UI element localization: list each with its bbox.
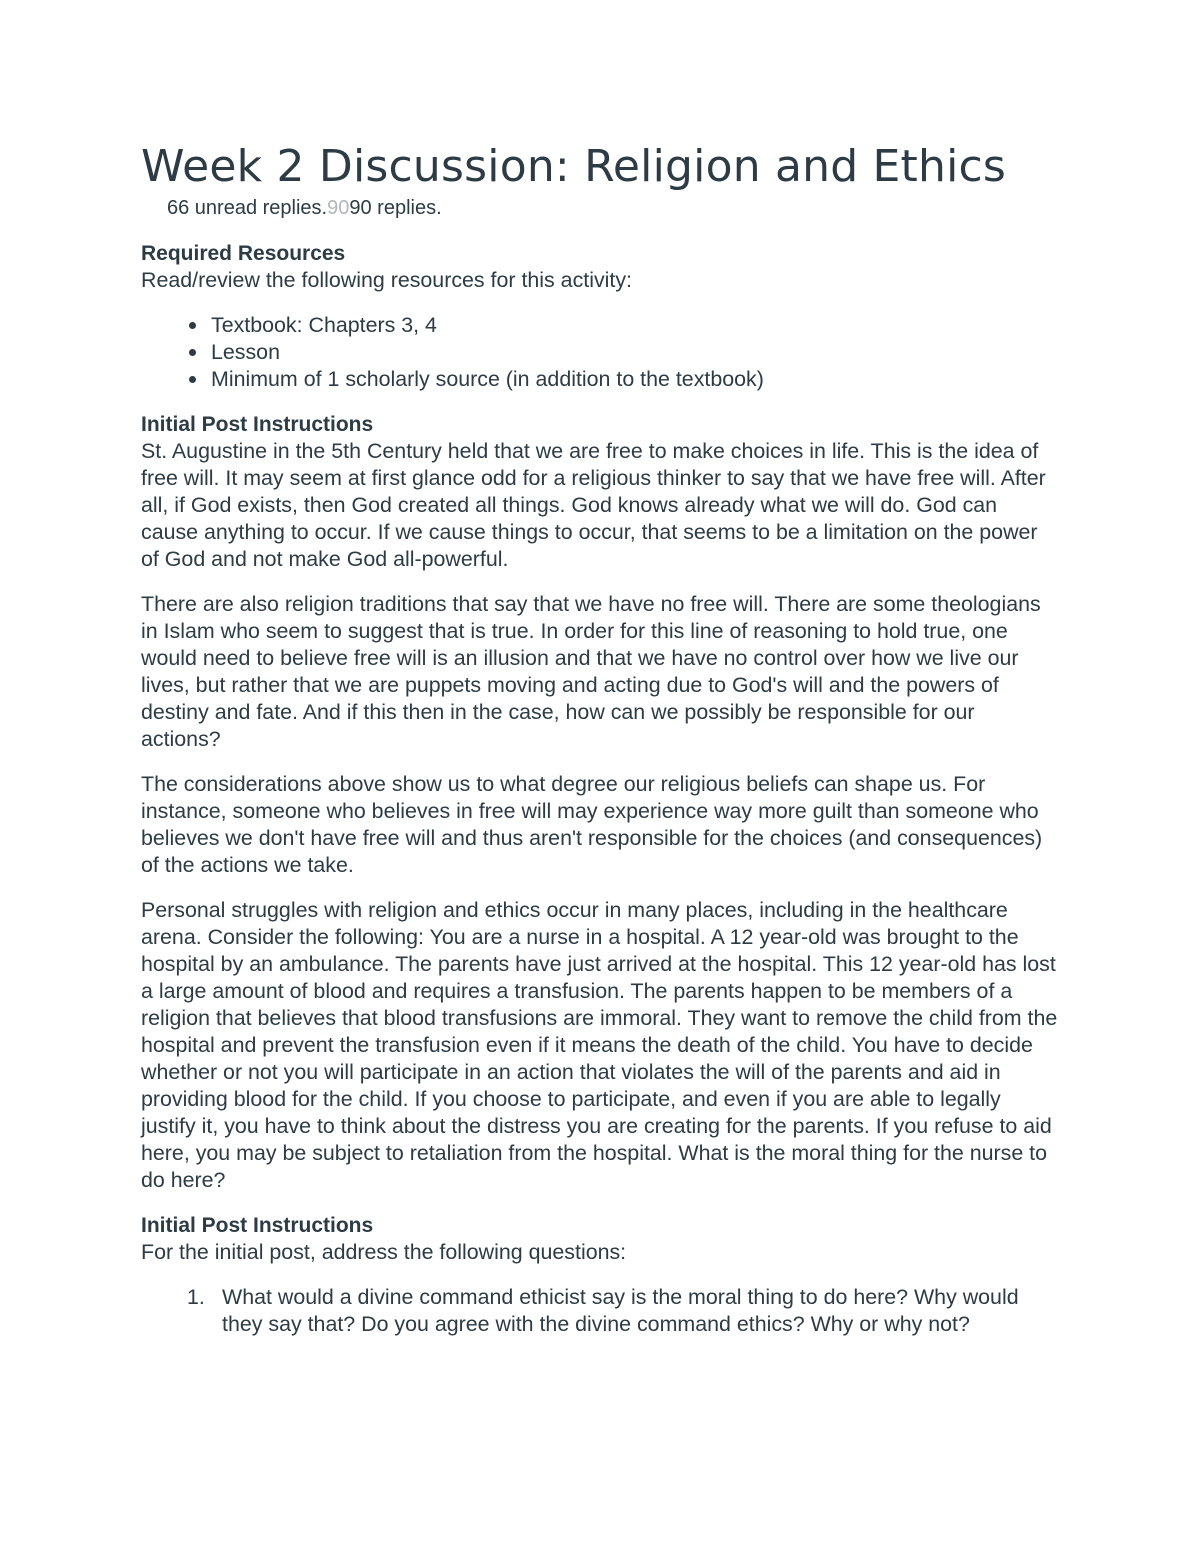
bullet-icon bbox=[189, 349, 196, 356]
question-list bbox=[141, 1284, 1059, 1338]
body-paragraph: St. Augustine in the 5th Century held that we are free to make choices in life. This is the idea of free will. It may seem at first glance odd for a religious thinker to say that we have free will. After all, if God exists, then God created all things. God knows already what we will do. God can cause anything to occur. If we cause things to occur, that seems to be a limitation on the power of God and not make God all-powerful. bbox=[141, 439, 1046, 571]
list-item: Minimum of 1 scholarly source (in addition to the textbook) bbox=[189, 366, 1059, 393]
bullet-icon bbox=[189, 376, 196, 383]
required-resources-intro: Read/review the following resources for this activity: bbox=[141, 268, 633, 292]
initial-post-heading: Initial Post Instructions bbox=[141, 413, 374, 436]
initial-post-heading: Initial Post Instructions bbox=[141, 1214, 374, 1237]
reply-summary bbox=[167, 194, 1059, 222]
body-paragraph: There are also religion traditions that say that we have no free will. There are some theologians in Islam who seem to suggest that is true. In order for this line of reasoning to hold true, one would need to believe free will is an illusion and that we have no control over how we live our lives, but rather that we are puppets moving and acting due to God's will and the powers of destiny and fate. And if this then in the case, how can we possibly be responsible for our actions? bbox=[141, 592, 1041, 751]
hidden-replies-count: 90 bbox=[327, 197, 350, 219]
body-paragraph: Personal struggles with religion and ethics occur in many places, including in the healthcare arena. Consider the following: You are a nurse in a hospital. A 12 year-old was brought to the hospital by an ambulance. The parents have just arrived at the hospital. This 12 year-old has lost a large amount of blood and requires a transfusion. The parents happen to be members of a religion that believes that blood transfusions are immoral. They want to remove the child from the hospital and prevent the transfusion even if it means the death of the child. You have to decide whether or not you will participate in an action that violates the will of the parents and aid in providing blood for the child. If you choose to participate, and even if you are able to legally justify it, you have to think about the distress you are creating for the parents. If you refuse to aid here, you may be subject to retaliation from the hospital. What is the moral thing for the nurse to do here? bbox=[141, 898, 1058, 1192]
list-item: Lesson bbox=[189, 339, 1059, 366]
page-title: Week 2 Discussion: Religion and Ethics bbox=[141, 141, 1007, 192]
list-item bbox=[187, 1284, 1059, 1338]
questions-intro: For the initial post, address the following questions: bbox=[141, 1240, 627, 1264]
initial-post-instructions-section bbox=[141, 411, 1059, 1194]
required-resources-heading: Required Resources bbox=[141, 242, 346, 265]
initial-post-questions-section bbox=[141, 1212, 1059, 1338]
bullet-icon bbox=[189, 322, 196, 329]
required-resources-section bbox=[141, 240, 1059, 393]
unread-replies-count[interactable]: 66 unread replies. bbox=[167, 197, 328, 219]
resource-list bbox=[141, 312, 1059, 393]
total-replies-count: 90 replies. bbox=[349, 197, 442, 219]
question-number: 1. bbox=[187, 1285, 205, 1309]
list-item: Textbook: Chapters 3, 4 bbox=[189, 312, 1059, 339]
body-paragraph: The considerations above show us to what degree our religious beliefs can shape us. For instance, someone who believes in free will may experience way more guilt than someone who believes we don't have free will and thus aren't responsible for the choices (and consequences) of the actions we take. bbox=[141, 772, 1043, 877]
question-text: What would a divine command ethicist say is the moral thing to do here? Why would they say that? Do you agree with the divine command ethics? Why or why not? bbox=[222, 1285, 1019, 1336]
